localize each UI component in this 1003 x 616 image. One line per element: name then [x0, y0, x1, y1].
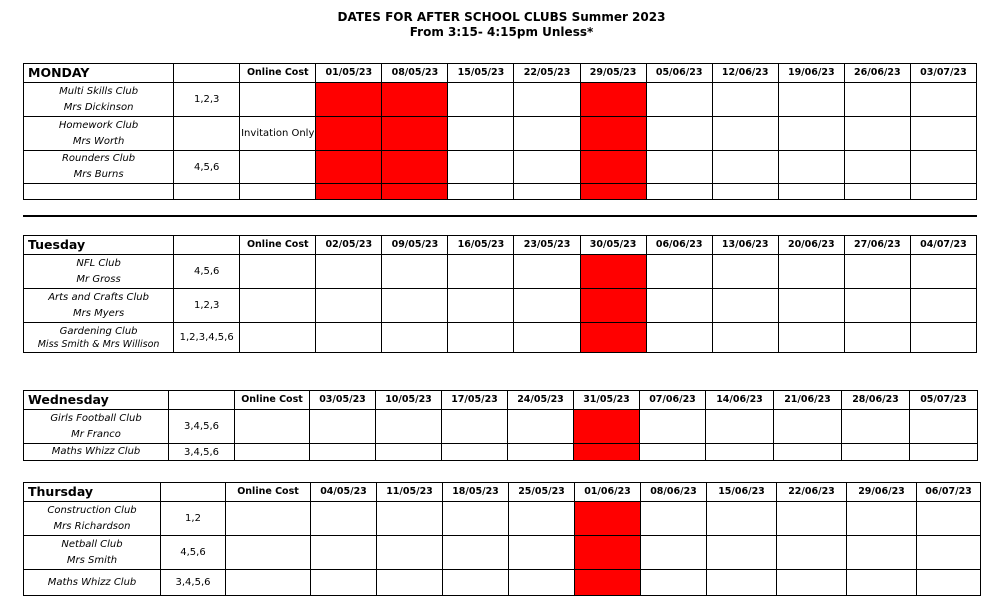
club-name: Arts and Crafts Club: [48, 291, 149, 303]
cancelled-cell: [382, 184, 448, 200]
session-cell: [706, 410, 774, 444]
cancelled-cell: [382, 83, 448, 117]
header-row: [24, 236, 977, 255]
date-header: 11/05/23: [377, 483, 443, 502]
session-cell: [376, 444, 442, 461]
session-cell: [712, 83, 778, 117]
session-cell: [508, 410, 574, 444]
session-cell: [847, 536, 917, 570]
club-years: 3,4,5,6: [169, 444, 235, 461]
session-cell: [448, 83, 514, 117]
session-cell: [316, 255, 382, 289]
club-cost: [226, 570, 311, 596]
club-years: [174, 184, 240, 200]
session-cell: [443, 502, 509, 536]
club-leader: Mrs Smith: [66, 554, 118, 566]
session-cell: [443, 570, 509, 596]
cancelled-cell: [316, 83, 382, 117]
table-row: [24, 570, 981, 596]
session-cell: [316, 289, 382, 323]
club-years: 1,2: [161, 502, 226, 536]
date-header: 22/06/23: [777, 483, 847, 502]
session-cell: [910, 83, 976, 117]
session-cell: [509, 570, 575, 596]
session-cell: [646, 289, 712, 323]
club-leader: Mrs Dickinson: [63, 101, 134, 113]
wednesday-table: [23, 390, 978, 461]
club-name-cell: [24, 323, 174, 353]
date-header: 22/05/23: [514, 64, 580, 83]
session-cell: [712, 289, 778, 323]
session-cell: [910, 117, 976, 151]
cancelled-cell: [575, 536, 641, 570]
table-row: [24, 536, 981, 570]
date-header: 24/05/23: [508, 391, 574, 410]
session-cell: [646, 184, 712, 200]
table-row: [24, 502, 981, 536]
session-cell: [442, 444, 508, 461]
monday-table: [23, 63, 977, 200]
day-label: Wednesday: [24, 391, 169, 410]
date-header: 08/06/23: [641, 483, 707, 502]
date-header: 25/05/23: [509, 483, 575, 502]
club-name-cell: [24, 151, 174, 184]
session-cell: [448, 255, 514, 289]
club-years: 3,4,5,6: [169, 410, 235, 444]
page-title: DATES FOR AFTER SCHOOL CLUBS Summer 2023: [337, 10, 666, 24]
years-header: [161, 483, 226, 502]
day-label: Tuesday: [24, 236, 174, 255]
table-row: [24, 117, 977, 151]
session-cell: [774, 444, 842, 461]
date-header: 21/06/23: [774, 391, 842, 410]
table-row: [24, 444, 978, 461]
session-cell: [844, 151, 910, 184]
session-cell: [844, 184, 910, 200]
section-divider: [23, 215, 977, 217]
cancelled-cell: [580, 151, 646, 184]
club-cost: [240, 83, 316, 117]
session-cell: [844, 255, 910, 289]
session-cell: [707, 502, 777, 536]
cancelled-cell: [580, 323, 646, 353]
session-cell: [448, 289, 514, 323]
date-header: 18/05/23: [443, 483, 509, 502]
date-header: 10/05/23: [376, 391, 442, 410]
club-name: Gardening Club: [59, 325, 138, 337]
cancelled-cell: [580, 117, 646, 151]
date-header: 03/07/23: [910, 64, 976, 83]
session-cell: [640, 410, 706, 444]
club-cost: [240, 323, 316, 353]
day-label: Thursday: [24, 483, 161, 502]
session-cell: [778, 289, 844, 323]
date-header: 05/07/23: [910, 391, 978, 410]
club-cost: [235, 410, 310, 444]
date-header: 29/06/23: [847, 483, 917, 502]
years-header: [174, 64, 240, 83]
session-cell: [377, 502, 443, 536]
date-header: 28/06/23: [842, 391, 910, 410]
cancelled-cell: [580, 184, 646, 200]
session-cell: [844, 83, 910, 117]
club-leader: Mrs Worth: [72, 135, 125, 147]
session-cell: [847, 502, 917, 536]
club-name-cell: [24, 83, 174, 117]
date-header: 09/05/23: [382, 236, 448, 255]
date-header: 19/06/23: [778, 64, 844, 83]
session-cell: [316, 323, 382, 353]
club-name: Construction Club: [47, 504, 137, 516]
session-cell: [310, 410, 376, 444]
session-cell: [778, 255, 844, 289]
session-cell: [641, 502, 707, 536]
date-header: 02/05/23: [316, 236, 382, 255]
session-cell: [311, 570, 377, 596]
session-cell: [712, 151, 778, 184]
session-cell: [910, 289, 976, 323]
session-cell: [310, 444, 376, 461]
session-cell: [706, 444, 774, 461]
session-cell: [443, 536, 509, 570]
date-header: 01/05/23: [316, 64, 382, 83]
session-cell: [376, 410, 442, 444]
session-cell: [778, 151, 844, 184]
session-cell: [778, 117, 844, 151]
session-cell: [712, 323, 778, 353]
session-cell: [514, 117, 580, 151]
club-name: NFL Club: [76, 257, 121, 269]
day-label: MONDAY: [24, 64, 174, 83]
session-cell: [847, 570, 917, 596]
session-cell: [509, 502, 575, 536]
session-cell: [311, 502, 377, 536]
club-cost: Invitation Only: [240, 117, 316, 151]
session-cell: [844, 289, 910, 323]
club-name-cell: [24, 502, 161, 536]
session-cell: [646, 255, 712, 289]
club-name: Multi Skills Club: [59, 85, 139, 97]
online-cost-header: Online Cost: [235, 391, 310, 410]
session-cell: [842, 444, 910, 461]
session-cell: [777, 536, 847, 570]
date-header: 17/05/23: [442, 391, 508, 410]
club-cost: [240, 151, 316, 184]
session-cell: [774, 410, 842, 444]
session-cell: [448, 323, 514, 353]
date-header: 15/06/23: [707, 483, 777, 502]
session-cell: [712, 117, 778, 151]
club-name: Maths Whizz Club: [51, 446, 141, 457]
club-leader: Mr Franco: [71, 428, 121, 440]
session-cell: [442, 410, 508, 444]
date-header: 27/06/23: [844, 236, 910, 255]
date-header: 12/06/23: [712, 64, 778, 83]
session-cell: [382, 323, 448, 353]
years-header: [174, 236, 240, 255]
club-years: 1,2,3: [174, 83, 240, 117]
club-years: 4,5,6: [174, 151, 240, 184]
session-cell: [448, 117, 514, 151]
cancelled-cell: [382, 151, 448, 184]
cancelled-cell: [382, 117, 448, 151]
club-name: Girls Football Club: [50, 412, 142, 424]
session-cell: [514, 255, 580, 289]
session-cell: [508, 444, 574, 461]
session-cell: [377, 536, 443, 570]
session-cell: [778, 323, 844, 353]
date-header: 30/05/23: [580, 236, 646, 255]
cancelled-cell: [316, 151, 382, 184]
session-cell: [777, 570, 847, 596]
session-cell: [448, 184, 514, 200]
session-cell: [646, 117, 712, 151]
header-row: [24, 391, 978, 410]
session-cell: [712, 184, 778, 200]
date-header: 06/06/23: [646, 236, 712, 255]
date-header: 14/06/23: [706, 391, 774, 410]
header-row: [24, 483, 981, 502]
date-header: 31/05/23: [574, 391, 640, 410]
session-cell: [910, 444, 978, 461]
club-years: 1,2,3,4,5,6: [174, 323, 240, 353]
session-cell: [707, 536, 777, 570]
club-name: Rounders Club: [61, 153, 136, 164]
cancelled-cell: [574, 444, 640, 461]
session-cell: [382, 289, 448, 323]
online-cost-header: Online Cost: [226, 483, 311, 502]
session-cell: [646, 323, 712, 353]
club-name-cell: [24, 289, 174, 323]
session-cell: [707, 570, 777, 596]
session-cell: [712, 255, 778, 289]
club-name-cell: [24, 184, 174, 200]
date-header: 06/07/23: [917, 483, 981, 502]
date-header: 16/05/23: [448, 236, 514, 255]
session-cell: [641, 536, 707, 570]
club-cost: [226, 502, 311, 536]
session-cell: [514, 184, 580, 200]
table-row: [24, 83, 977, 117]
session-cell: [844, 117, 910, 151]
date-header: 15/05/23: [448, 64, 514, 83]
table-row: [24, 184, 977, 200]
session-cell: [514, 289, 580, 323]
session-cell: [646, 151, 712, 184]
session-cell: [910, 255, 976, 289]
session-cell: [646, 83, 712, 117]
session-cell: [778, 83, 844, 117]
club-years: [174, 117, 240, 151]
cancelled-cell: [580, 255, 646, 289]
date-header: 01/06/23: [575, 483, 641, 502]
table-row: [24, 255, 977, 289]
club-cost: [235, 444, 310, 461]
club-name: Maths Whizz Club: [47, 576, 137, 588]
club-years: 4,5,6: [161, 536, 226, 570]
club-leader: Miss Smith & Mrs Willison: [37, 338, 160, 350]
table-row: [24, 323, 977, 353]
cancelled-cell: [575, 570, 641, 596]
date-header: 23/05/23: [514, 236, 580, 255]
session-cell: [910, 323, 976, 353]
club-cost: [240, 255, 316, 289]
club-name-cell: [24, 570, 161, 596]
cancelled-cell: [580, 289, 646, 323]
club-years: 4,5,6: [174, 255, 240, 289]
session-cell: [640, 444, 706, 461]
club-cost: [240, 289, 316, 323]
page-subtitle: From 3:15- 4:15pm Unless*: [409, 25, 594, 39]
session-cell: [641, 570, 707, 596]
club-leader: Mrs Richardson: [53, 520, 131, 532]
date-header: 03/05/23: [310, 391, 376, 410]
date-header: 04/05/23: [311, 483, 377, 502]
club-years: 1,2,3: [174, 289, 240, 323]
club-name-cell: [24, 444, 169, 461]
club-name-cell: [24, 536, 161, 570]
years-header: [169, 391, 235, 410]
date-header: 05/06/23: [646, 64, 712, 83]
online-cost-header: Online Cost: [240, 64, 316, 83]
cancelled-cell: [574, 410, 640, 444]
session-cell: [514, 323, 580, 353]
session-cell: [917, 536, 981, 570]
club-leader: Mr Gross: [76, 273, 121, 285]
date-header: 20/06/23: [778, 236, 844, 255]
club-name-cell: [24, 117, 174, 151]
session-cell: [910, 410, 978, 444]
club-leader: Mrs Myers: [73, 307, 125, 319]
table-row: [24, 151, 977, 184]
session-cell: [917, 502, 981, 536]
session-cell: [910, 151, 976, 184]
online-cost-header: Online Cost: [240, 236, 316, 255]
club-name: Homework Club: [58, 119, 139, 131]
cancelled-cell: [575, 502, 641, 536]
cancelled-cell: [316, 184, 382, 200]
club-name: Netball Club: [61, 538, 123, 550]
cancelled-cell: [580, 83, 646, 117]
session-cell: [311, 536, 377, 570]
date-header: 04/07/23: [910, 236, 976, 255]
session-cell: [842, 410, 910, 444]
club-cost: [226, 536, 311, 570]
club-name-cell: [24, 255, 174, 289]
club-cost: [240, 184, 316, 200]
session-cell: [844, 323, 910, 353]
session-cell: [910, 184, 976, 200]
date-header: 26/06/23: [844, 64, 910, 83]
tuesday-table: [23, 235, 977, 353]
session-cell: [514, 151, 580, 184]
date-header: 13/06/23: [712, 236, 778, 255]
table-row: [24, 289, 977, 323]
session-cell: [917, 570, 981, 596]
cancelled-cell: [316, 117, 382, 151]
session-cell: [377, 570, 443, 596]
session-cell: [448, 151, 514, 184]
club-name-cell: [24, 410, 169, 444]
session-cell: [777, 502, 847, 536]
session-cell: [514, 83, 580, 117]
thursday-table: [23, 482, 981, 596]
session-cell: [509, 536, 575, 570]
header-row: [24, 64, 977, 83]
session-cell: [778, 184, 844, 200]
table-row: [24, 410, 978, 444]
session-cell: [382, 255, 448, 289]
date-header: 07/06/23: [640, 391, 706, 410]
club-leader: Mrs Burns: [73, 169, 124, 180]
date-header: 29/05/23: [580, 64, 646, 83]
date-header: 08/05/23: [382, 64, 448, 83]
club-years: 3,4,5,6: [161, 570, 226, 596]
